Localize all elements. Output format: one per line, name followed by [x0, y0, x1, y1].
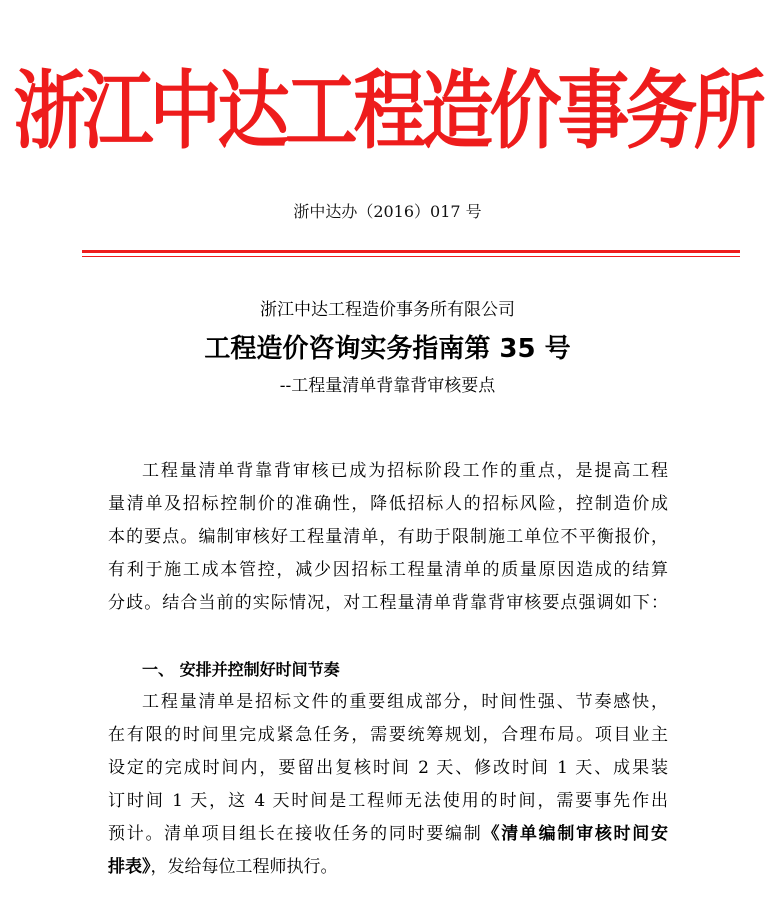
- text-line: 分歧。结合当前的实际情况，对工程量清单背靠背审核要点强调如下：: [108, 593, 668, 613]
- guide-title: 工程造价咨询实务指南第 35 号: [204, 334, 571, 364]
- emphasis-text: 《清单编制审核时间安: [482, 824, 669, 844]
- doc-number: 浙中达办（2016）017 号: [293, 202, 482, 221]
- company-name: 浙江中达工程造价事务所有限公司: [260, 300, 515, 320]
- emphasis-text: 排表》: [108, 857, 151, 877]
- text-line: 在有限的时间里完成紧急任务，需要统筹规划，合理布局。项目业主: [108, 725, 668, 745]
- text-line: [108, 851, 668, 884]
- text-line: 工程量清单是招标文件的重要组成部分，时间性强、节奏感快，: [142, 692, 668, 712]
- text-line: 本的要点。编制审核好工程量清单，有助于限制施工单位不平衡报价，: [108, 527, 668, 547]
- text-line: 有利于施工成本管控，减少因招标工程量清单的质量原因造成的结算: [108, 560, 668, 580]
- text-run: 预计。清单项目组长在接收任务的同时要编制: [108, 824, 483, 844]
- header-divider-thin: [82, 256, 740, 257]
- text-line: [108, 818, 668, 851]
- section-heading: 一、 安排并控制好时间节奏: [142, 660, 340, 679]
- text-line: 工程量清单背靠背审核已成为招标阶段工作的重点，是提高工程: [142, 461, 668, 481]
- header-divider-thick: [82, 250, 740, 253]
- text-run: ，发给每位工程师执行。: [150, 857, 338, 877]
- text-line: 设定的完成时间内，要留出复核时间 2 天、修改时间 1 天、成果装: [108, 758, 668, 778]
- guide-subtitle: --工程量清单背靠背审核要点: [279, 376, 496, 396]
- text-line: 量清单及招标控制价的准确性，降低招标人的招标风险，控制造价成: [108, 494, 668, 514]
- text-line: 订时间 1 天，这 4 天时间是工程师无法使用的时间，需要事先作出: [108, 791, 668, 811]
- paragraph-1: [108, 455, 668, 620]
- org-title: 浙江中达工程造价事务所: [13, 60, 762, 161]
- paragraph-2: [108, 686, 668, 884]
- section-heading-1: [108, 653, 668, 686]
